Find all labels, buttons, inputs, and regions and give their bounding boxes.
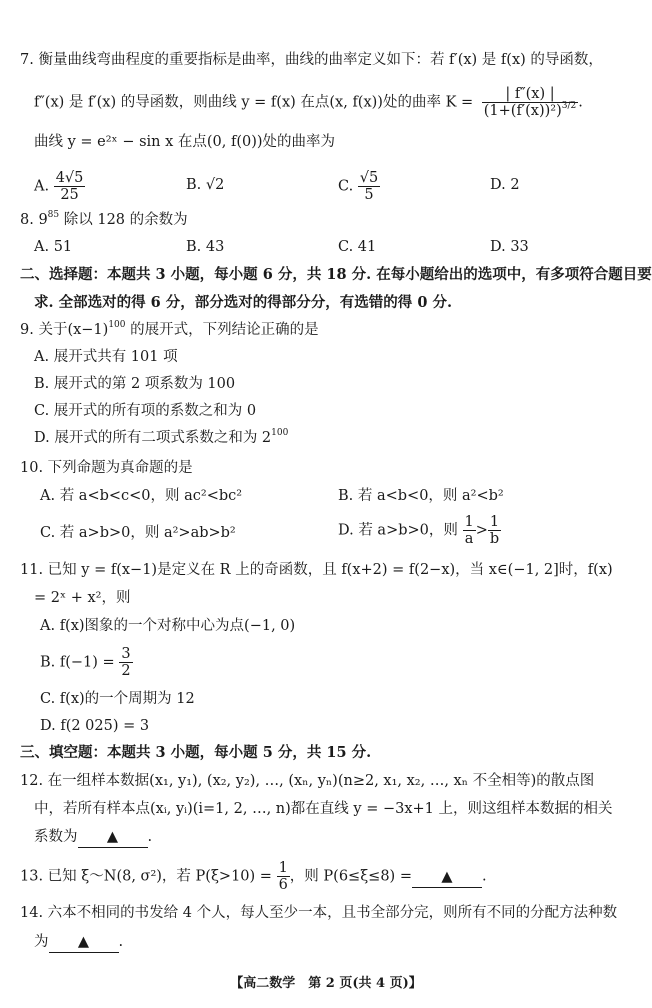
q7-option-a-numerator: 4√5 — [55, 170, 84, 186]
q10-option-d-fraction-2-numerator: 1 — [488, 514, 501, 531]
q11-option-d: D. f(2 025) = 3 — [40, 718, 150, 734]
q7-curvature-denominator — [482, 103, 578, 119]
q10-option-c: C. 若 a>b>0，则 a²>ab>b² — [40, 525, 236, 541]
q11-option-b-numerator: 3 — [121, 646, 131, 662]
q9-stem-suffix: 的展开式，下列结论正确的是 — [125, 322, 319, 338]
q11-option-c: C. f(x)的一个周期为 12 — [40, 691, 195, 707]
q10-option-d-text: D. 若 a>b>0，则 — [338, 522, 458, 539]
q7-option-c-denominator: 5 — [364, 187, 374, 203]
q8-option-a: A. 51 — [34, 239, 73, 255]
q9-option-a: A. 展开式共有 101 项 — [34, 349, 178, 365]
q7-option-a — [34, 170, 85, 203]
q9-stem — [20, 320, 319, 340]
q11-option-b-denominator: 2 — [121, 663, 131, 679]
q13-answer-blank: ▲ — [412, 867, 482, 888]
q7-option-b: B. √2 — [186, 177, 225, 193]
q10-option-b: B. 若 a<b<0，则 a²<b² — [338, 488, 504, 504]
q9-stem-prefix: 9. 关于(x−1) — [20, 322, 109, 338]
page-footer: 【高二数学 第 2 页(共 4 页)】 — [230, 976, 422, 991]
q10-option-d-fraction-2-denominator: b — [489, 531, 500, 547]
q12-line-3 — [34, 827, 152, 848]
q11-line-1: 11. 已知 y = f(x−1)是定义在 R 上的奇函数，且 f(x+2) = f(2−x)，当 x∈(−1, 2]时，f(x) — [20, 562, 613, 578]
q11-option-b-fraction — [119, 646, 132, 679]
q8-option-c: C. 41 — [338, 239, 377, 255]
q11-option-b-text: B. f(−1) = — [40, 654, 115, 671]
q14-answer-blank: ▲ — [49, 932, 119, 953]
q7-option-a-denominator: 25 — [60, 187, 79, 203]
section-2-heading-line-1: 二、选择题：本题共 3 小题，每小题 6 分，共 18 分. 在每小题给出的选项中，有多项符合题目要 — [20, 266, 652, 283]
q7-curvature-exponent: 3/2 — [561, 101, 577, 111]
q9-option-d — [34, 428, 288, 448]
q12-line-3-text: 系数为 — [34, 829, 78, 845]
q7-option-a-fraction — [54, 170, 86, 203]
q10-option-d-greater-than: > — [475, 522, 488, 539]
q14-line-2-end: . — [118, 934, 124, 950]
q7-option-c-numerator: √5 — [359, 170, 379, 186]
q8-option-d: D. 33 — [490, 239, 529, 255]
q12-line-1: 12. 在一组样本数据(x₁, y₁), (x₂, y₂), …, (xₙ, yₙ)(n≥2, x₁, x₂, …, xₙ 不全相等)的散点图 — [20, 773, 595, 789]
q9-stem-exponent: 100 — [108, 320, 126, 330]
q11-option-a: A. f(x)图象的一个对称中心为点(−1, 0) — [40, 618, 296, 634]
q10-option-d-fraction-1 — [463, 514, 476, 547]
q13-fraction-denominator: 6 — [278, 877, 288, 893]
q10-option-d-fraction-1-denominator: a — [464, 531, 474, 547]
q10-option-d-fraction-2 — [488, 514, 501, 547]
q7-curvature-denominator-base: (1+(f′(x))²) — [483, 103, 562, 119]
q8-stem-suffix: 除以 128 的余数为 — [59, 212, 188, 228]
q8-stem-prefix: 8. 9 — [20, 212, 48, 228]
q9-option-d-text: D. 展开式的所有二项式系数之和为 2 — [34, 430, 272, 446]
q14-line-2 — [34, 932, 123, 953]
q14-line-2-text: 为 — [34, 934, 49, 950]
q9-option-c: C. 展开式的所有项的系数之和为 0 — [34, 403, 257, 419]
q8-option-b: B. 43 — [186, 239, 225, 255]
q7-option-a-label: A. — [34, 178, 50, 195]
q13-line-middle: ，则 P(6≤ξ≤8) = — [289, 868, 412, 885]
q7-line-2-text: f″(x) 是 f′(x) 的导函数，则曲线 y = f(x) 在点(x, f(x))处的曲率 K = — [34, 94, 474, 111]
q12-line-3-end: . — [147, 829, 153, 845]
q13-line-prefix: 13. 已知 ξ～N(8, σ²)，若 P(ξ>10) = — [20, 868, 272, 885]
section-2-heading-line-2: 求. 全部选对的得 6 分，部分选对的得部分分，有选错的得 0 分. — [34, 294, 453, 311]
q8-stem — [20, 210, 188, 230]
q10-option-a: A. 若 a<b<c<0，则 ac²<bc² — [40, 488, 243, 504]
q13-fraction — [277, 860, 290, 893]
q13-line — [20, 860, 487, 893]
q7-option-c-fraction — [358, 170, 380, 203]
q7-line-3: 曲线 y = e²ˣ − sin x 在点(0, f(0))处的曲率为 — [34, 134, 336, 150]
q7-curvature-fraction — [482, 86, 578, 119]
q7-option-c-label: C. — [338, 178, 354, 195]
q9-option-d-exponent: 100 — [271, 428, 289, 438]
q7-option-d: D. 2 — [490, 177, 520, 193]
q12-line-2: 中，若所有样本点(xᵢ, yᵢ)(i=1, 2, …, n)都在直线 y = −3x+1 上，则这组样本数据的相关 — [34, 801, 613, 817]
q9-option-b: B. 展开式的第 2 项系数为 100 — [34, 376, 236, 392]
q7-line-2: f″(x) 是 f′(x) 的导函数，则曲线 y = f(x) 在点(x, f(x))处的曲率 K = $\frac{| f''(x) |}{(1+(f'(x))^2)^{3/2}}$ . — [34, 86, 583, 119]
q7-line-1: 7. 衡量曲线弯曲程度的重要指标是曲率，曲线的曲率定义如下：若 f′(x) 是 f(x) 的导函数， — [20, 52, 603, 68]
q7-curvature-numerator: | f″(x) | — [482, 86, 578, 103]
q13-line-end: . — [481, 868, 487, 885]
q13-fraction-numerator: 1 — [278, 860, 288, 876]
q14-line-1: 14. 六本不相同的书发给 4 个人，每人至少一本，且书全部分完，则所有不同的分配方法种数 — [20, 905, 618, 921]
q12-answer-blank: ▲ — [78, 827, 148, 848]
q10-option-d — [338, 514, 501, 547]
q10-stem: 10. 下列命题为真命题的是 — [20, 460, 193, 476]
q10-option-d-fraction-1-numerator: 1 — [464, 514, 474, 530]
q11-option-b — [40, 646, 133, 679]
q7-option-c — [338, 170, 380, 203]
section-3-heading: 三、填空题：本题共 3 小题，每小题 5 分，共 15 分. — [20, 744, 372, 761]
q11-line-2: = 2ˣ + x²，则 — [34, 590, 131, 606]
q8-stem-exponent: 85 — [47, 210, 60, 220]
